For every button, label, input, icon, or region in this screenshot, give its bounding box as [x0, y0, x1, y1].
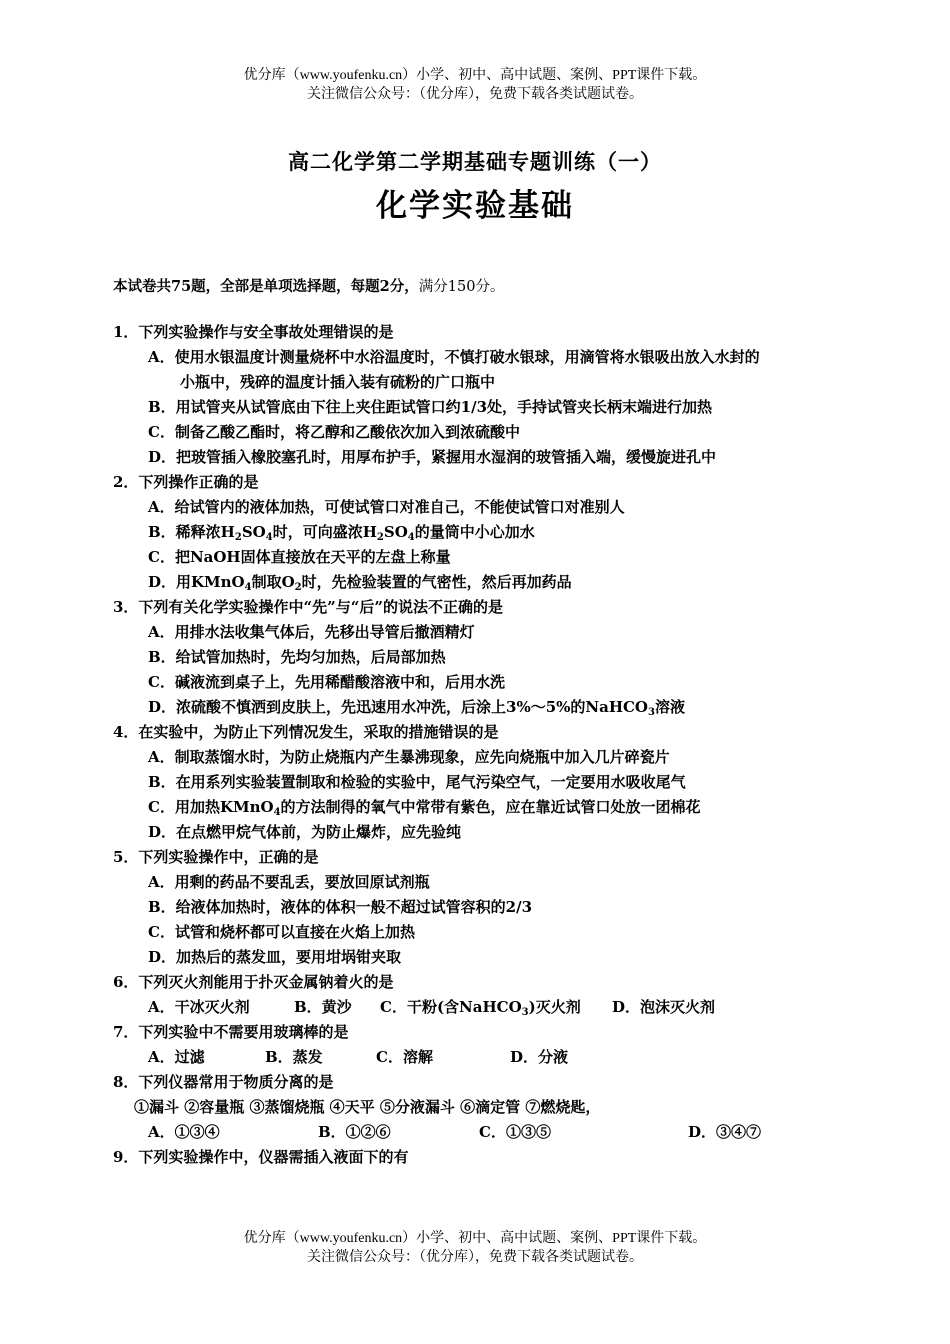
text-run: 的方法制得的氧气中常带有紫色，应在靠近试管口处放一团棉花	[280, 798, 701, 816]
question-2-stem: 2．下列操作正确的是	[113, 473, 259, 491]
subscript: 3	[521, 1007, 529, 1018]
question-5-option-d: D．加热后的蒸发皿，要用坩埚钳夹取	[148, 948, 402, 966]
subscript: 2	[376, 532, 384, 543]
question-4-option-a: A．制取蒸馏水时，为防止烧瓶内产生暴沸现象，应先向烧瓶中加入几片碎瓷片	[148, 748, 670, 766]
question-6-option-d: D．泡沫灭火剂	[612, 998, 716, 1016]
question-5-option-b: B．给液体加热时，液体的体积一般不超过试管容积的2/3	[148, 898, 533, 916]
question-3-stem: 3．下列有关化学实验操作中“先”与“后”的说法不正确的是	[113, 598, 503, 616]
question-6-stem: 6．下列灭火剂能用于扑灭金属钠着火的是	[113, 973, 394, 991]
question-1-option-b: B．用试管夹从试管底由下往上夹住距试管口约1/3处，手持试管夹长柄末端进行加热	[148, 398, 713, 416]
question-2-option-b	[148, 522, 535, 542]
question-1-stem: 1．下列实验操作与安全事故处理错误的是	[113, 323, 394, 341]
text-run: 时，先检验装置的气密性，然后再加药品	[301, 573, 572, 591]
footer-line-1: 优分库（www.youfenku.cn）小学、初中、高中试题、案例、PPT课件下载。	[243, 1231, 707, 1246]
subscript: 2	[294, 582, 302, 593]
text-run: B．稀释浓H	[148, 523, 235, 541]
question-2-option-d	[148, 572, 572, 592]
text-run: )灭火剂	[528, 998, 581, 1016]
text-run: 制取O	[251, 573, 295, 591]
question-7-option-a: A．过滤	[148, 1048, 205, 1066]
question-6-option-a: A．干冰灭火剂	[148, 998, 250, 1016]
question-7-option-c: C．溶解	[376, 1048, 433, 1066]
document-subtitle: 高二化学第二学期基础专题训练（一）	[288, 149, 662, 174]
question-1-option-c: C．制备乙酸乙酯时，将乙醇和乙酸依次加入到浓硫酸中	[148, 423, 520, 441]
question-8-stem: 8．下列仪器常用于物质分离的是	[113, 1073, 334, 1091]
question-4-option-c	[148, 797, 701, 817]
document-title: 化学实验基础	[376, 188, 574, 224]
question-4-stem: 4．在实验中，为防止下列情况发生，采取的措施错误的是	[113, 723, 499, 741]
text-run: 时，可向盛浓H	[272, 523, 377, 541]
question-1-option-d: D．把玻管插入橡胶塞孔时，用厚布护手，紧握用水湿润的玻管插入端，缓慢旋进孔中	[148, 448, 717, 466]
question-8-option-c: C．①③⑤	[479, 1123, 551, 1141]
question-7-option-d: D．分液	[510, 1048, 569, 1066]
question-9-stem: 9．下列实验操作中，仪器需插入液面下的有	[113, 1148, 409, 1166]
subscript: 3	[648, 707, 655, 718]
question-3-option-c: C．碱液流到桌子上，先用稀醋酸溶液中和，后用水洗	[148, 673, 505, 691]
header-line-1: 优分库（www.youfenku.cn）小学、初中、高中试题、案例、PPT课件下载。	[243, 68, 707, 83]
question-5-stem: 5．下列实验操作中，正确的是	[113, 848, 319, 866]
question-3-option-b: B．给试管加热时，先均匀加热，后局部加热	[148, 648, 446, 666]
text-run: D．浓硫酸不慎洒到皮肤上，先迅速用水冲洗，后涂上3%～5%的NaHCO	[148, 698, 648, 716]
page-footer	[0, 1229, 950, 1267]
text-run: SO	[383, 523, 408, 541]
question-2-option-c: C．把NaOH固体直接放在天平的左盘上称量	[148, 548, 451, 566]
header-line-2: 关注微信公众号：（优分库），免费下载各类试题试卷。	[307, 87, 643, 102]
text-run: C．干粉(含NaHCO	[380, 998, 522, 1016]
question-4-option-b: B．在用系列实验装置制取和检验的实验中，尾气污染空气，一定要用水吸收尾气	[148, 773, 686, 791]
text-run: SO	[241, 523, 266, 541]
question-1-option-a: A．使用水银温度计测量烧杯中水浴温度时，不慎打破水银球，用滴管将水银吸出放入水封的	[148, 348, 760, 366]
question-3-option-d	[148, 697, 685, 717]
question-3-option-a: A．用排水法收集气体后，先移出导管后撤酒精灯	[148, 623, 475, 641]
question-7-option-b: B．蒸发	[265, 1048, 323, 1066]
page-header	[0, 66, 950, 104]
question-5-option-a: A．用剩的药品不要乱丢，要放回原试剂瓶	[148, 873, 430, 891]
text-run: 的量筒中小心加水	[414, 523, 535, 541]
question-4-option-d: D．在点燃甲烷气体前，为防止爆炸，应先验纯	[148, 823, 462, 841]
question-8-option-d: D．③④⑦	[688, 1123, 762, 1141]
question-7-stem: 7．下列实验中不需要用玻璃棒的是	[113, 1023, 349, 1041]
subscript: 4	[273, 807, 281, 818]
subscript: 4	[265, 532, 273, 543]
question-6-option-b: B．黄沙	[294, 998, 352, 1016]
subscript: 4	[407, 532, 415, 543]
text-run: 溶液	[654, 698, 685, 716]
instructions-normal: 满分150分。	[418, 279, 505, 295]
question-2-option-a: A．给试管内的液体加热，可使试管口对准自己，不能使试管口对准别人	[148, 498, 625, 516]
footer-line-2: 关注微信公众号：（优分库），免费下载各类试题试卷。	[307, 1250, 643, 1265]
text-run: D．用KMnO	[148, 573, 245, 591]
question-8-item-list: ①漏斗 ②容量瓶 ③蒸馏烧瓶 ④天平 ⑤分液漏斗 ⑥滴定管 ⑦燃烧匙，	[134, 1098, 601, 1116]
question-8-option-a: A．①③④	[148, 1123, 220, 1141]
instructions-bold: 本试卷共75题，全部是单项选择题，每题2分，	[113, 278, 419, 295]
question-5-option-c: C．试管和烧杯都可以直接在火焰上加热	[148, 923, 415, 941]
subscript: 2	[234, 532, 242, 543]
exam-instructions	[113, 275, 504, 296]
subscript: 4	[244, 582, 252, 593]
question-1-option-a-cont: 小瓶中，残碎的温度计插入装有硫粉的广口瓶中	[180, 373, 496, 391]
question-6-option-c	[380, 997, 581, 1017]
question-8-option-b: B．①②⑥	[318, 1123, 391, 1141]
text-run: C．用加热KMnO	[148, 798, 274, 816]
